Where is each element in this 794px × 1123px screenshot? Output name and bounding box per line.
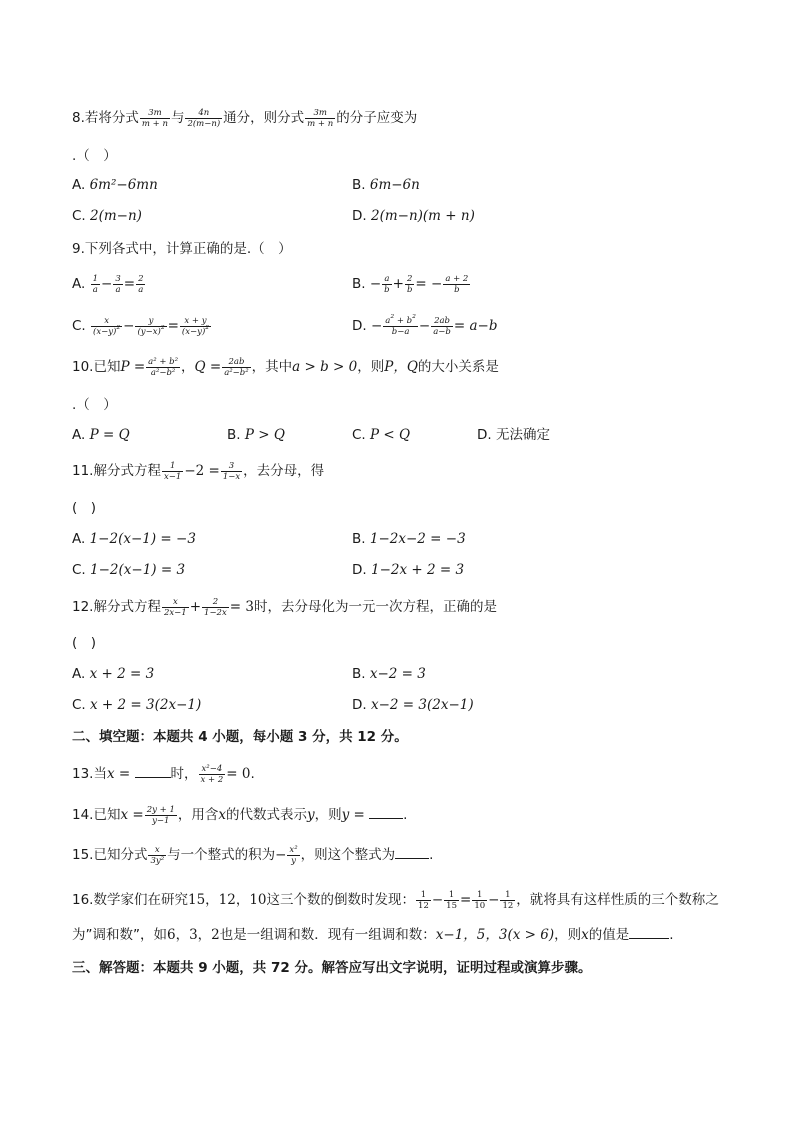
- option-a: A. P = Q: [72, 427, 130, 443]
- option-b: B. − $\frac{a}{b}$ + $\frac{2}{b}$ = − $\frac{a + 2}{b}$: [352, 274, 469, 295]
- answer-blank[interactable]: [369, 806, 403, 819]
- question-16-line-1: 16.数学家们在研究15，12，10这三个数的倒数时发现： $\frac{1}{12}$ − $\frac{1}{15}$ = $\frac{1}{10}$ − $\frac{1}{12}$ ，就将具有这样性质的三个数称之: [72, 890, 719, 911]
- option-b: B. P > Q: [227, 427, 285, 443]
- answer-paren: .（ ）: [72, 148, 117, 164]
- option-c: C. x + 2 = 3(2x−1): [72, 697, 202, 713]
- fraction: $\frac{4n}{2(m-n)}$: [187, 108, 221, 129]
- option-a: A. $\frac{1}{a}$ − $\frac{3}{a}$ = $\frac{2}{a}$: [72, 274, 144, 295]
- option-d: D. 无法确定: [477, 427, 550, 443]
- question-14: 14.已知x = $\frac{2y + 1}{y-1}$ ，用含x的代数式表示y，则y = .: [72, 805, 408, 826]
- option-a: A. 1−2(x−1) = −3: [72, 531, 196, 547]
- answer-paren: ( ): [72, 635, 97, 651]
- question-13: 13.当x = 时， $\frac{\text{x²−4}}{x + 2}$ = 0.: [72, 764, 255, 785]
- question-10-stem: 10.已知P = $\frac{\text{a² + b²}}{\text{a²−b²}}$ ，Q = $\frac{2ab}{\text{a²−b²}}$ ，其中a > b > 0，则P，Q的大小关系是: [72, 357, 499, 378]
- option-d: D. 2(m−n)(m + n): [352, 208, 475, 224]
- answer-blank[interactable]: [629, 926, 669, 939]
- option-d: D. − $\frac{a^2 + b^2}{b-a}$ − $\frac{2ab}{a-b}$ = a−b: [352, 313, 498, 337]
- option-a: A. 6m²−6mn: [72, 177, 158, 193]
- option-a: A. x + 2 = 3: [72, 666, 155, 682]
- section-heading: 二、填空题：本题共 4 小题，每小题 3 分，共 12 分。: [72, 729, 408, 745]
- fraction: $\frac{3m}{m + n}$: [141, 108, 168, 129]
- option-c: C. 1−2(x−1) = 3: [72, 562, 186, 578]
- answer-paren: ( ): [72, 500, 97, 516]
- answer-paren: .（ ）: [72, 397, 117, 413]
- section-heading: 三、解答题：本题共 9 小题，共 72 分。解答应写出文字说明，证明过程或演算步骤。: [72, 960, 592, 976]
- option-b: B. 6m−6n: [352, 177, 420, 193]
- answer-blank[interactable]: [135, 765, 171, 778]
- option-d: D. x−2 = 3(2x−1): [352, 697, 474, 713]
- option-b: B. x−2 = 3: [352, 666, 426, 682]
- option-c: C. $\frac{x}{(x-y)^2}$ − $\frac{y}{(y-x)^2}$ = $\frac{x + y}{(x-y)^2}$: [72, 316, 210, 337]
- question-11-stem: 11.解分式方程 $\frac{1}{x-1}$ −2 = $\frac{3}{1-x}$ ，去分母，得: [72, 461, 325, 482]
- question-9-stem: 9.下列各式中，计算正确的是.（ ）: [72, 241, 292, 257]
- option-d: D. 1−2x + 2 = 3: [352, 562, 465, 578]
- question-12-stem: 12.解分式方程 $\frac{x}{2x-1}$ + $\frac{2}{1-2x}$ = 3时，去分母化为一元一次方程，正确的是: [72, 597, 497, 618]
- fraction: $\frac{3m}{m + n}$: [307, 108, 334, 129]
- option-b: B. 1−2x−2 = −3: [352, 531, 466, 547]
- question-16-line-2: 为”调和数”，如6，3，2也是一组调和数．现有一组调和数：x−1，5，3(x > 6)，则x的值是 .: [72, 927, 674, 943]
- question-15: 15.已知分式 $\frac{x}{\text{3y²}}$ 与一个整式的积为− $\frac{\text{x²}}{y}$ ，则这个整式为 .: [72, 845, 434, 866]
- question-8-stem: 8.若将分式 $\frac{3m}{m + n}$ 与 $\frac{4n}{2(m-n)}$ 通分，则分式 $\frac{3m}{m + n}$ 的分子应变为: [72, 108, 418, 129]
- option-c: C. P < Q: [352, 427, 411, 443]
- answer-blank[interactable]: [395, 846, 429, 859]
- option-c: C. 2(m−n): [72, 208, 142, 224]
